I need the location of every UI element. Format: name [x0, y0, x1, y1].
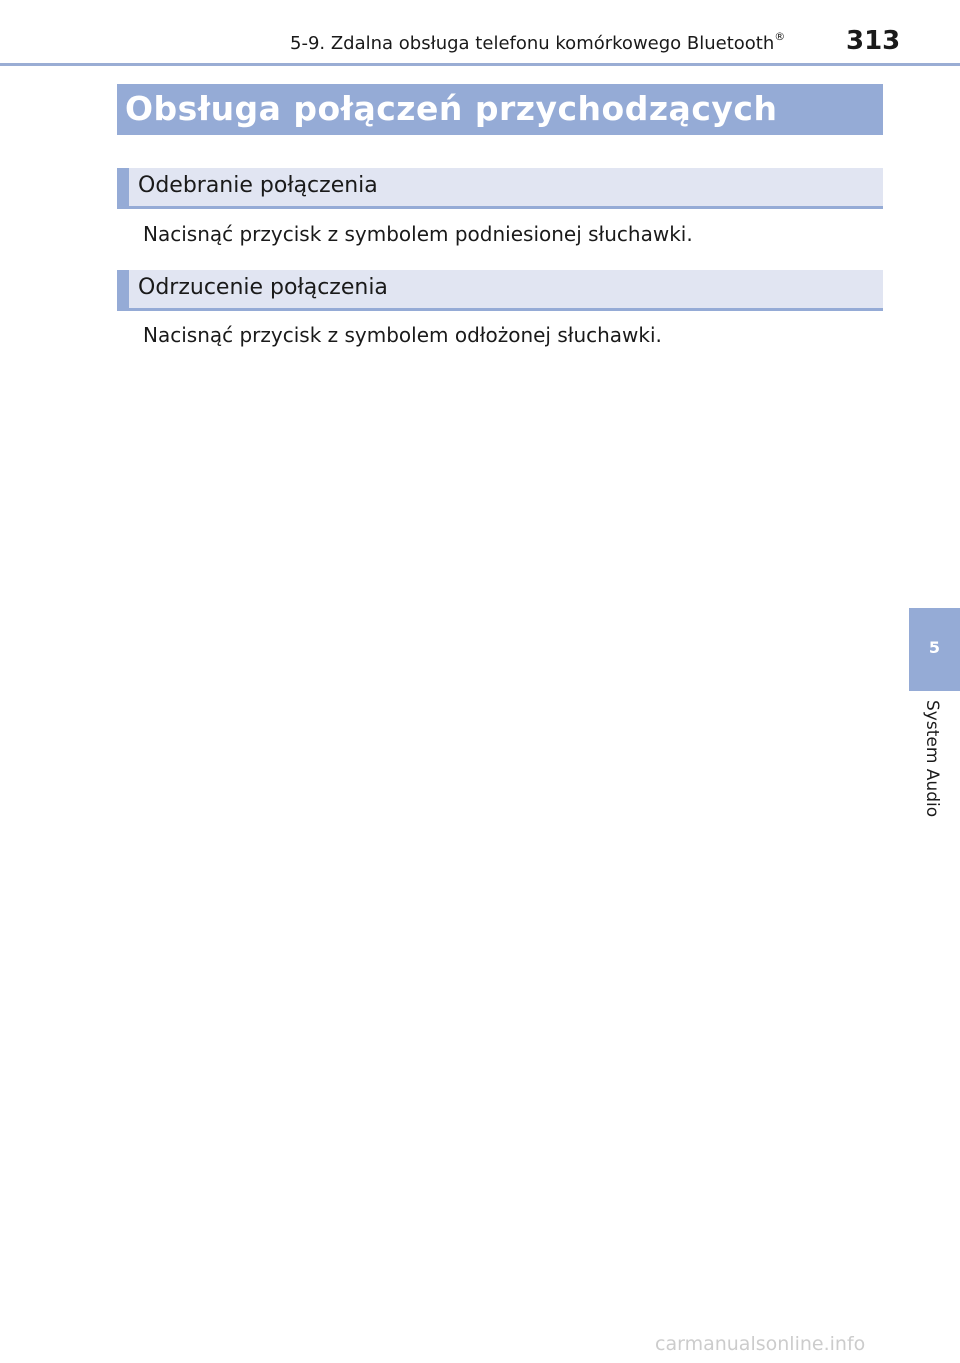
- header-divider: [0, 63, 960, 66]
- answer-instruction-text: Nacisnąć przycisk z symbolem podniesionej słuchawki.: [143, 222, 693, 246]
- subsection-heading-reject: [117, 270, 883, 311]
- chapter-side-label: System Audio: [922, 700, 942, 818]
- section-banner: [117, 84, 883, 135]
- chapter-title-text: 5-9. Zdalna obsługa telefonu komórkowego Bluetooth: [290, 33, 775, 54]
- subheading-accent-bar: [117, 270, 129, 308]
- section-title: Obsługa połączeń przychodzących: [125, 89, 778, 128]
- reject-instruction-text: Nacisnąć przycisk z symbolem odłożonej słuchawki.: [143, 323, 662, 347]
- chapter-title: [290, 32, 785, 54]
- chapter-side-tab: [909, 608, 960, 691]
- registered-mark: ®: [774, 30, 786, 43]
- watermark: carmanualsonline.info: [655, 1333, 866, 1355]
- subsection-heading-answer: [117, 168, 883, 209]
- page-number: 313: [846, 26, 901, 56]
- subsection-title-answer: Odebranie połączenia: [138, 173, 378, 198]
- subsection-title-reject: Odrzucenie połączenia: [138, 275, 388, 300]
- subheading-accent-bar: [117, 168, 129, 206]
- chapter-number: 5: [928, 638, 941, 657]
